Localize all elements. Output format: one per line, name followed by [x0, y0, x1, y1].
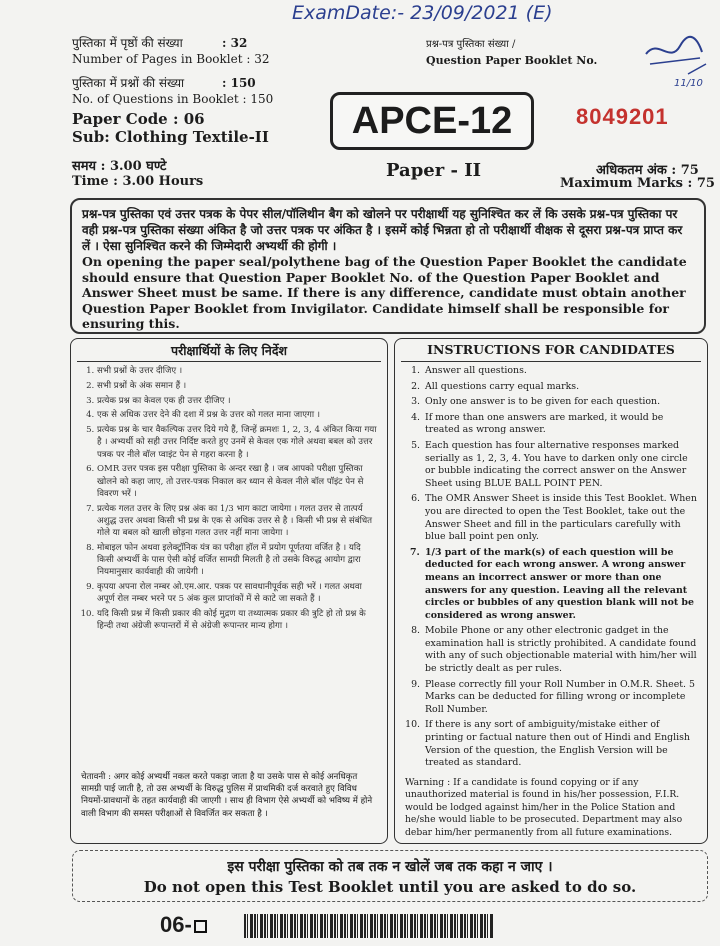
list-item: 4. If more than one answers are marked, it would be treated as wrong answer. [423, 412, 699, 437]
list-item: 9. Please correctly fill your Roll Number in O.M.R. Sheet. 5 Marks can be deducted for filling wrong or incomplete Roll Number. [423, 679, 699, 717]
list-item: 1. Answer all questions. [423, 365, 699, 378]
list-item: 10. यदि किसी प्रश्न में किसी प्रकार की कोई मुद्रण या तथ्यात्मक प्रकार की त्रुटि हो तो प्रश्न के हिन्दी तथा अंग्रेजी रूपान्तरों में से अंग्रेजी रूपान्तर मान्य होगा । [97, 608, 379, 632]
serial-number: 8049201 [576, 104, 669, 129]
notice-hindi: प्रश्न-पत्र पुस्तिका एवं उत्तर पत्रक के पेपर सील/पॉलिथीन बैग को खोलने पर परीक्षार्थी यह सुनिश्चित कर लें कि उसके प्रश्न-पत्र पुस्तिका पर वही प्रश्न-पत्र पुस्तिका संख्या अंकित है जो उत्तर पत्रक पर अंकित है । इसमें कोई भिन्नता हो तो परीक्षार्थी वीक्षक से दूसरा प्रश्न-पत्र प्राप्त कर लें । ऐसा सुनिश्चित करने की जिम्मेदारी अभ्यर्थी की होगी । [82, 207, 683, 253]
list-item: 6. The OMR Answer Sheet is inside this Test Booklet. When you are directed to open the Test Booklet, take out the Answer Sheet and fill in the particulars carefully with blue ball point pen only. [423, 493, 699, 543]
english-instructions-panel [394, 338, 708, 844]
booklet-notice [70, 198, 706, 334]
max-marks-en: Maximum Marks : 75 [560, 176, 715, 191]
questions-hi-label: पुस्तिका में प्रश्नों की संख्या [72, 76, 185, 90]
pages-en: Number of Pages in Booklet : 32 [72, 52, 270, 66]
series-box-icon [194, 920, 207, 933]
list-item: 7. प्रत्येक गलत उत्तर के लिए प्रश्न अंक का 1/3 भाग काटा जायेगा । गलत उत्तर से तात्पर्य अशुद्ध उत्तर अथवा किसी भी प्रश्न के एक से अधिक उत्तर से है । किसी भी प्रश्न से संबंधित गोले या बबल को खाली छोड़ना गलत उत्तर नहीं माना जायेगा । [97, 503, 379, 540]
english-instructions-title: INSTRUCTIONS FOR CANDIDATES [427, 342, 675, 357]
list-item: 2. सभी प्रश्नों के अंक समान हैं । [97, 380, 379, 392]
paper-code: Paper Code : 06 [72, 110, 205, 128]
footer-hindi: इस परीक्षा पुस्तिका को तब तक न खोलें जब तक कहा न जाए । [227, 859, 553, 875]
pages-hi-label: पुस्तिका में पृष्ठों की संख्या [72, 36, 183, 50]
signature-date: 11/10 [674, 78, 703, 89]
paper-number: Paper - II [386, 160, 482, 181]
booklet-no-hi: प्रश्न-पत्र पुस्तिका संख्या / [426, 39, 516, 50]
hindi-instructions-title: परीक्षार्थियों के लिए निर्देश [171, 343, 287, 358]
hindi-instructions-panel [70, 338, 388, 844]
notice-english: On opening the paper seal/polythene bag of the Question Paper Booklet the candidate should ensure that Question Paper Booklet No. of the Question Paper Booklet and Answer Sheet must be same. If there is any difference, candidate must obtain another Question Paper Booklet from Invigilator. Candidate himself shall be responsible for ensuring this. [82, 254, 687, 331]
list-item: 6. OMR उत्तर पत्रक इस परीक्षा पुस्तिका के अन्दर रखा है । जब आपको परीक्षा पुस्तिका खोलने को कहा जाए, तो उत्तर-पत्रक निकाल कर ध्यान से केवल नीले बॉल पॉइंट पेन से विवरण भरें । [97, 463, 379, 500]
subject: Sub: Clothing Textile-II [72, 128, 269, 146]
english-warning: Warning : If a candidate is found copying or if any unauthorized material is found in his/her possession, F.I.R. would be lodged against him/her in the Police Station and he/she would liable to be prosecuted. Department may also debar him/her permanently from all future examinations. [405, 777, 683, 838]
booklet-series-code [160, 912, 207, 938]
list-item: 1. सभी प्रश्नों के उत्तर दीजिए । [97, 365, 379, 377]
english-instructions-list [403, 365, 699, 773]
questions-en: No. of Questions in Booklet : 150 [72, 92, 274, 106]
series-code-text: 06- [160, 912, 192, 937]
list-item: 5. प्रत्येक प्रश्न के चार वैकल्पिक उत्तर दिये गये हैं, जिन्हें क्रमशः 1, 2, 3, 4 अंकित किया गया है । अभ्यर्थी को सही उत्तर निर्दिष्ट करते हुए उनमें से केवल एक गोले अथवा बबल को उत्तर पत्रक पर नीले बॉल प्वाइंट पेन से गहरा करना है । [97, 424, 379, 461]
do-not-open-box [72, 850, 708, 902]
hindi-instructions-list [79, 365, 379, 635]
signature [640, 34, 710, 98]
questions-hi-value: : 150 [222, 76, 256, 90]
time-en: Time : 3.00 Hours [72, 174, 204, 189]
list-item: 5. Each question has four alternative responses marked serially as 1, 2, 3, 4. You have to darken only one circle or bubble indicating the correct answer on the Answer Sheet using BLUE BALL POINT PEN. [423, 440, 699, 490]
list-item: 3. प्रत्येक प्रश्न का केवल एक ही उत्तर दीजिए । [97, 395, 379, 407]
exam-date-handwriting: ExamDate:- 23/09/2021 (E) [292, 2, 553, 24]
footer-english: Do not open this Test Booklet until you are asked to do so. [143, 878, 637, 896]
list-item: 9. कृपया अपना रोल नम्बर ओ.एम.आर. पत्रक पर सावधानीपूर्वक सही भरें । गलत अथवा अपूर्ण रोल नम्बर भरने पर 5 अंक कुल प्राप्तांकों में से काटे जा सकते हैं । [97, 581, 379, 605]
list-item: 8. मोबाइल फोन अथवा इलेक्ट्रॉनिक यंत्र का परीक्षा हॉल में प्रयोग पूर्णतया वर्जित है । यदि किसी अभ्यर्थी के पास ऐसी कोई वर्जित सामग्री मिलती है तो उसके विरुद्ध आयोग द्वारा नियमानुसार कार्यवाही की जायेगी । [97, 542, 379, 579]
max-marks-hi: अधिकतम अंक : 75 [596, 163, 699, 178]
list-item: 10. If there is any sort of ambiguity/mistake either of printing or factual nature then out of Hindi and English Version of the question, the English Version will be treated as standard. [423, 719, 699, 769]
time-hi: समय : 3.00 घण्टे [72, 159, 167, 174]
list-item: 8. Mobile Phone or any other electronic gadget in the examination hall is strictly prohibited. A candidate found with any of such objectionable material with him/her will be strictly dealt as per rules. [423, 625, 699, 675]
pages-hi-value: : 32 [222, 36, 248, 50]
exam-code: APCE-12 [330, 92, 534, 150]
list-item: 2. All questions carry equal marks. [423, 381, 699, 394]
barcode [244, 914, 494, 938]
list-item: 3. Only one answer is to be given for each question. [423, 396, 699, 409]
list-item: 4. एक से अधिक उत्तर देने की दशा में प्रश्न के उत्तर को गलत माना जाएगा । [97, 409, 379, 421]
booklet-no-en: Question Paper Booklet No. [426, 54, 598, 67]
hindi-warning: चेतावनी : अगर कोई अभ्यर्थी नकल करते पकड़ा जाता है या उसके पास से कोई अनधिकृत सामग्री पाई जाती है, तो उस अभ्यर्थी के विरुद्ध पुलिस में प्राथमिकी दर्ज करवाते हुए विविध नियमों-प्रावधानों के तहत कार्यवाही की जाएगी । साथ ही विभाग ऐसे अभ्यर्थी को भविष्य में होने वाली विभाग की समस्त परीक्षाओं से विवर्जित कर सकता है । [81, 772, 373, 819]
list-item: 7. 1/3 part of the mark(s) of each question will be deducted for each wrong answer. A wrong answer means an incorrect answer or more than one answers for any question. Leaving all the relevant circles or bubbles of any question blank will not be considered as wrong answer. [423, 547, 699, 623]
